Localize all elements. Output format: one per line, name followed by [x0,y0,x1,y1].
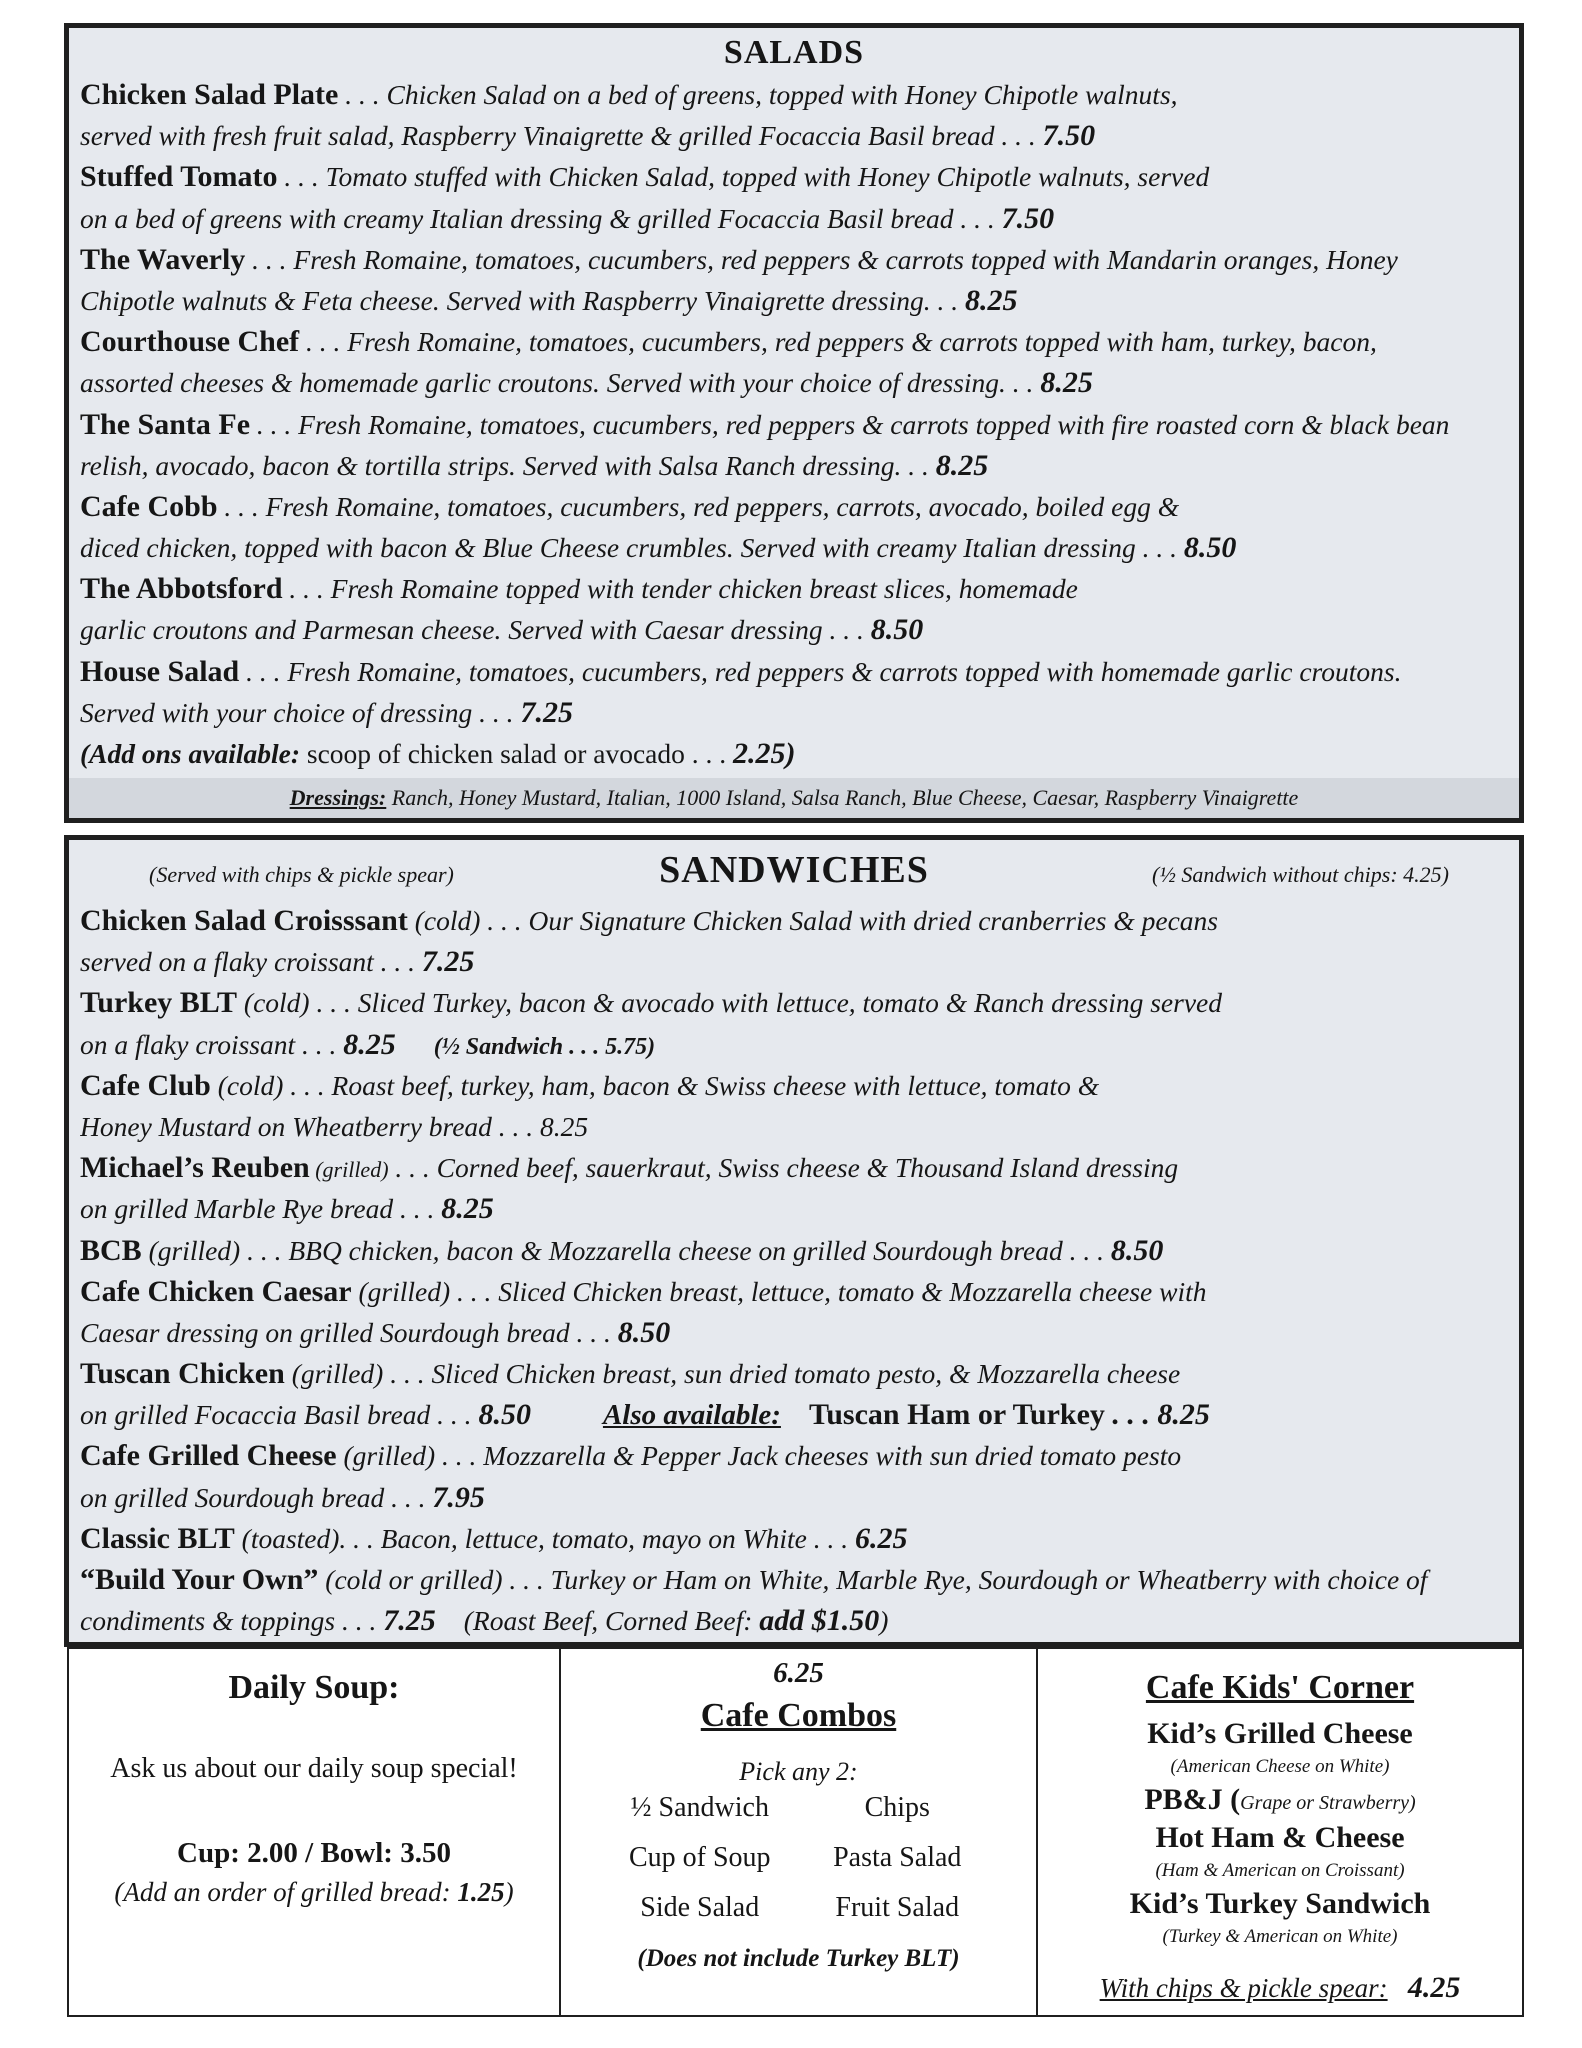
item-name: BCB [80,1233,142,1267]
item-desc: Served with your choice of dressing . . . [80,696,521,728]
item-desc: . . . Sliced Turkey, bacon & avocado with lettuce, tomato & Ranch dressing served [309,987,1223,1019]
item-name: The Santa Fe [80,407,251,441]
dressings-strip [69,778,1519,818]
item-desc: served on a flaky croissant . . . [80,946,422,978]
salad-item [80,568,1513,650]
item-name: Cafe Chicken Caesar [80,1274,352,1308]
item-name: Chicken Salad Croisssant [80,904,408,937]
item-desc: . . . BBQ chicken, bacon & Mozzarella cheese on grilled Sourdough bread . . . [240,1234,1111,1266]
combo-option: Side Salad [640,1892,760,1923]
salads-list [69,74,1519,774]
item-desc: Honey Mustard on Wheatberry bread . . . [80,1110,541,1142]
kids-footer [1038,1971,1522,2005]
item-desc: . . . Fresh Romaine topped with tender chicken breast slices, homemade [282,573,1078,605]
sandwiches-list [69,900,1519,1641]
item-price: 8.50 [478,1398,531,1432]
item-desc: garlic croutons and Parmesan cheese. Served with Caesar dressing . . . [80,614,871,646]
item-name: The Waverly [80,242,246,276]
item-tag: (grilled) [351,1275,451,1307]
sandwiches-section [64,835,1524,1647]
combo-option: Pasta Salad [833,1842,962,1873]
item-desc: on a bed of greens with creamy Italian dressing & grilled Focaccia Basil bread . . . [80,202,1002,234]
soup-price: Cup: 2.00 / Bowl: 3.50 [177,1837,451,1869]
combo-option: ½ Sandwich [630,1792,769,1823]
salad-item [80,486,1513,568]
sandwich-item [80,1065,1513,1147]
combo-note: (Does not include Turkey BLT) [637,1945,960,1972]
sandwiches-note-right: (½ Sandwich without chips: 4.25) [1152,862,1449,887]
sandwiches-header [69,840,1519,900]
also-available-label: Also available: [602,1399,781,1432]
sandwich-item [80,1559,1513,1641]
combo-option: Chips [864,1792,930,1823]
item-name: House Salad [80,654,240,688]
item-name: Stuffed Tomato [80,160,278,194]
kid-item-desc: Grape or Strawberry) [1240,1792,1416,1814]
item-tag: (cold) [237,987,310,1019]
item-desc: . . . Sliced Chicken breast, lettuce, tomato & Mozzarella cheese with [450,1275,1207,1307]
sandwich-item [80,1518,1513,1559]
combo-price: 6.25 [773,1657,824,1689]
salad-item [80,321,1513,403]
kid-item-desc: (American Cheese on White) [1170,1756,1390,1777]
item-tag: (grilled) [336,1440,436,1472]
salad-item [80,74,1513,156]
item-desc: . . . Roast beef, turkey, ham, bacon & Swiss cheese with lettuce, tomato & [283,1069,1100,1101]
item-desc: . . . Turkey or Ham on White, Marble Rye, Sourdough or Wheatberry with choice of [502,1564,1428,1595]
salad-item [80,239,1513,321]
sandwich-item [80,1230,1513,1271]
sandwiches-title: SANDWICHES [659,849,929,891]
item-desc: . . . Chicken Salad on a bed of greens, topped with Honey Chipotle walnuts, [338,79,1178,110]
addons-price: 2.25) [733,737,796,770]
kids-footer-label: With chips & pickle spear: [1099,1973,1388,2003]
item-desc: on a flaky croissant . . . [80,1028,344,1060]
salad-addons [80,733,1513,774]
item-price: 8.50 [1183,531,1237,565]
bottom-panels [67,1647,1524,2017]
item-name: Turkey BLT [80,986,238,1020]
item-price: 8.25 [1040,366,1093,400]
build-extra-text: (Roast Beef, Corned Beef: [463,1605,760,1637]
addons-text: scoop of chicken salad or avocado . . . [300,738,733,769]
item-name: Cafe Club [80,1068,211,1102]
soup-bread-price: 1.25 [457,1877,505,1907]
item-tag: (cold or grilled) [318,1564,503,1595]
item-price: 7.25 [520,695,573,729]
dressings-label: Dressings: [289,785,387,810]
kid-item-name: Kid’s Grilled Cheese [1147,1717,1413,1750]
salad-item [80,156,1513,238]
combo-option: Cup of Soup [628,1842,771,1873]
cafe-combos-panel [561,1649,1038,2015]
addons-open: ( [80,738,90,769]
item-tag: (cold) [210,1069,284,1101]
item-price: 8.25 [964,283,1018,317]
item-desc: . . . Corned beef, sauerkraut, Swiss cheese & Thousand Island dressing [388,1152,1179,1184]
item-price: 8.25 [540,1110,589,1142]
item-name: Tuscan Chicken [80,1357,285,1391]
sandwich-item [80,1271,1513,1353]
build-extra-close: ) [879,1605,889,1637]
kids-list [1038,1715,1522,1951]
kid-item-name-text: PB&J ( [1144,1783,1241,1816]
kid-item-name [1038,1781,1522,1819]
kid-item-name: Hot Ham & Cheese [1155,1821,1405,1854]
item-desc: on grilled Marble Rye bread . . . [80,1193,442,1225]
item-price: 7.25 [421,945,475,979]
item-price: 8.50 [870,613,924,647]
item-desc: Chipotle walnuts & Feta cheese. Served with Raspberry Vinaigrette dressing. . . [80,284,965,316]
dressings-list: Ranch, Honey Mustard, Italian, 1000 Island, Salsa Ranch, Blue Cheese, Caesar, Raspberry Vinaigrette [386,785,1299,810]
item-name: Chicken Salad Plate [80,78,339,111]
sandwich-item [80,1435,1513,1517]
item-name: Cafe Cobb [80,489,218,523]
item-tag: (grilled) [284,1358,384,1390]
item-name: Classic BLT [80,1521,235,1555]
item-name: Cafe Grilled Cheese [80,1439,337,1473]
item-name: Courthouse Chef [80,325,300,359]
item-tag: (toasted) [234,1522,340,1554]
addons-label: Add ons available: [89,738,301,769]
item-name: “Build Your Own” [80,1563,319,1596]
kids-footer-price: 4.25 [1407,1971,1461,2004]
kid-item-desc: (Ham & American on Croissant) [1155,1860,1405,1881]
item-price: 8.50 [1110,1233,1164,1267]
item-desc: served with fresh fruit salad, Raspberry Vinaigrette & grilled Focaccia Basil bread . . . [80,120,1043,152]
item-name: Michael’s Reuben [80,1151,310,1185]
soup-bread-close: ) [504,1877,514,1907]
item-price: 7.25 [383,1604,436,1638]
item-desc: on grilled Focaccia Basil bread . . . [80,1399,479,1431]
kids-corner-panel [1038,1649,1522,2015]
sandwich-item [80,982,1513,1064]
item-price: 8.25 [441,1192,494,1226]
sandwich-item [80,1353,1513,1435]
item-tag: (grilled) [309,1157,389,1183]
sandwiches-note-left: (Served with chips & pickle spear) [149,862,454,887]
item-desc: . . . Fresh Romaine, tomatoes, cucumbers, red peppers & carrots topped with fire roasted corn & black bean [250,408,1450,440]
also-available-price: . . . 8.25 [1104,1398,1210,1432]
soup-title: Daily Soup: [228,1669,400,1706]
salads-section [64,23,1524,823]
also-available-item: Tuscan Ham or Turkey [808,1398,1105,1432]
item-desc: . . . Tomato stuffed with Chicken Salad, topped with Honey Chipotle walnuts, served [277,161,1210,193]
salad-item [80,651,1513,733]
item-price: 7.50 [1042,119,1096,153]
salad-item [80,404,1513,486]
salads-title: SALADS [723,34,865,71]
soup-bread-text: (Add an order of grilled bread: [114,1877,458,1907]
item-desc: on grilled Sourdough bread . . . [80,1481,433,1513]
item-price: 6.25 [854,1521,908,1555]
sandwich-item [80,900,1513,982]
kid-item-desc: (Turkey & American on White) [1162,1926,1398,1947]
soup-ask: Ask us about our daily soup special! [110,1753,518,1784]
combo-options [601,1789,996,1927]
item-tag: (cold) [407,905,481,936]
item-desc: . . . Sliced Chicken breast, sun dried tomato pesto, & Mozzarella cheese [383,1358,1181,1390]
item-desc: diced chicken, topped with bacon & Blue Cheese crumbles. Served with creamy Italian dressing . . . [80,532,1184,564]
build-extra-price: add $1.50 [759,1604,880,1638]
kids-title: Cafe Kids' Corner [1145,1669,1415,1706]
item-desc: condiments & toppings . . . [80,1605,384,1637]
item-desc: . . . Fresh Romaine, tomatoes, cucumbers, red peppers, carrots, avocado, boiled egg & [217,490,1180,522]
combo-option: Fruit Salad [835,1892,960,1923]
daily-soup-panel [69,1649,561,2015]
item-name: The Abbotsford [80,572,283,606]
item-desc: assorted cheeses & homemade garlic croutons. Served with your choice of dressing. . . [80,367,1041,399]
item-price: 8.25 [935,448,989,482]
item-desc: . . . Our Signature Chicken Salad with dried cranberries & pecans [480,905,1219,936]
soup-bread-addon [69,1877,559,1908]
sandwich-item [80,1147,1513,1229]
item-desc: . . . Fresh Romaine, tomatoes, cucumbers, red peppers & carrots topped with Mandarin oranges, Honey [245,243,1398,275]
item-desc: . . . Bacon, lettuce, tomato, mayo on White . . . [339,1522,855,1554]
item-desc: . . . Mozzarella & Pepper Jack cheeses with sun dried tomato pesto [435,1440,1182,1472]
item-price: 7.95 [432,1480,485,1514]
item-desc: . . . Fresh Romaine, tomatoes, cucumbers, red peppers & carrots topped with homemade garlic croutons. [239,655,1402,687]
combo-title: Cafe Combos [700,1697,897,1734]
item-price: 8.25 [343,1027,396,1061]
item-price: 7.50 [1001,201,1055,235]
item-desc: . . . Fresh Romaine, tomatoes, cucumbers, red peppers & carrots topped with ham, turkey, bacon, [299,326,1377,358]
kid-item-name: Kid’s Turkey Sandwich [1129,1887,1431,1920]
combo-pick: Pick any 2: [739,1757,858,1786]
half-sandwich-price: (½ Sandwich . . . 5.75) [433,1033,656,1060]
item-desc: relish, avocado, bacon & tortilla strips. Served with Salsa Ranch dressing. . . [80,449,936,481]
item-price: 8.50 [617,1315,671,1349]
item-tag: (grilled) [141,1234,241,1266]
item-desc: Caesar dressing on grilled Sourdough bread . . . [80,1316,618,1348]
